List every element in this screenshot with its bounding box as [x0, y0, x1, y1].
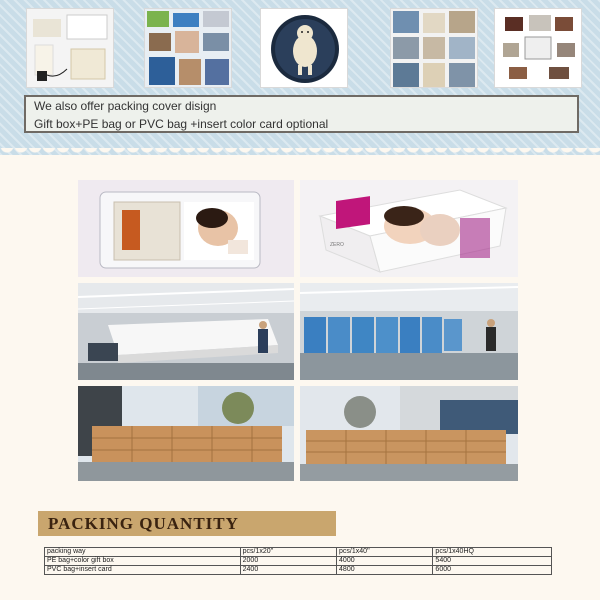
header-wave-edge [0, 148, 600, 162]
controllers-image [495, 9, 582, 88]
pe-bag-image [78, 180, 294, 277]
collage-image [145, 9, 232, 88]
cartons-image-2 [300, 386, 518, 481]
table-header-row [45, 548, 552, 557]
photo-warehouse-white [78, 283, 294, 380]
header-cell: pcs/1x20'' [240, 548, 336, 557]
thumbnail-blanket-set[interactable] [26, 8, 114, 88]
table-cell: 4800 [337, 566, 433, 575]
photo-pe-bag-package [78, 180, 294, 277]
gift-box-label: ZERO [330, 242, 344, 248]
table-cell: 2400 [240, 566, 336, 575]
product-thumbnails [24, 8, 584, 88]
thumbnail-sheep[interactable] [260, 8, 348, 88]
table-cell: 4000 [337, 557, 433, 566]
warehouse-image-2 [300, 283, 518, 380]
photo-cartons-container [78, 386, 294, 481]
note-line-1: We also offer packing cover disign [34, 99, 217, 113]
table-cell: 2000 [240, 557, 336, 566]
photo-color-gift-box [300, 180, 518, 277]
table-cell: PVC bag+insert card [45, 566, 241, 575]
header-cell: pcs/1x40HQ [433, 548, 552, 557]
sheep-image [261, 9, 348, 88]
table-row [45, 557, 552, 566]
table-row [45, 566, 552, 575]
table-cell: 6000 [433, 566, 552, 575]
header-cell: packing way [45, 548, 241, 557]
note-line-2: Gift box+PE bag or PVC bag +insert color card optional [34, 117, 329, 131]
header-cell: pcs/1x40'' [337, 548, 433, 557]
table-cell: PE bag+color gift box [45, 557, 241, 566]
packing-quantity-table [44, 547, 552, 575]
thumbnail-controllers[interactable] [494, 8, 582, 88]
packing-quantity-title: PACKING QUANTITY [38, 511, 336, 536]
warehouse-image-1 [78, 283, 294, 380]
thumbnail-collage-gray[interactable] [390, 8, 478, 88]
table-cell: 5400 [433, 557, 552, 566]
photo-warehouse-blue-boxes [300, 283, 518, 380]
photo-cartons-truck [300, 386, 518, 481]
cartons-image-1 [78, 386, 294, 481]
gift-box-image [300, 180, 518, 277]
packing-cover-note [24, 95, 579, 133]
collage-image-2 [391, 9, 478, 88]
thumbnail-collage-blue[interactable] [144, 8, 232, 88]
blanket-set-image [27, 9, 114, 88]
